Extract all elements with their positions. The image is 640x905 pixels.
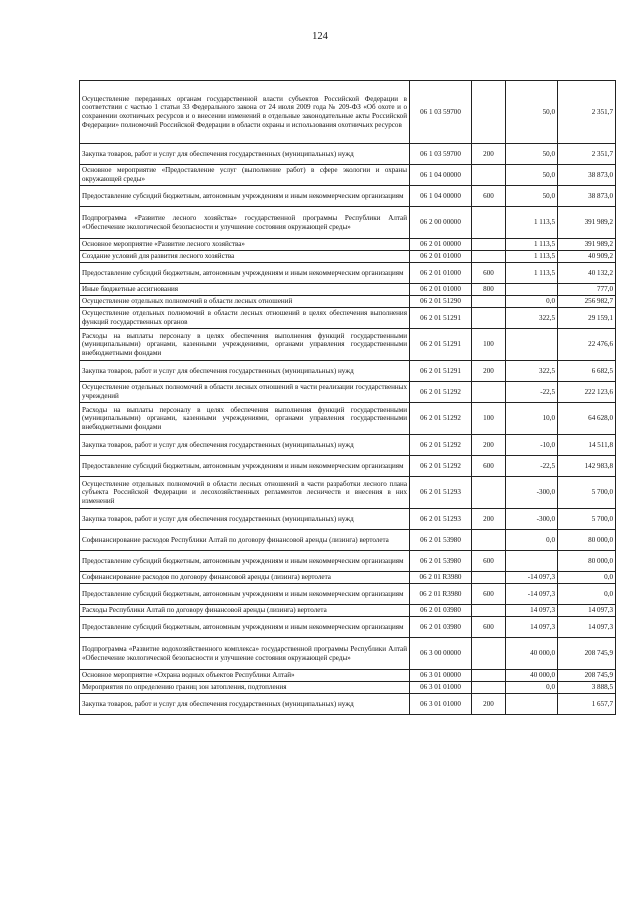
cell-name: Основное мероприятие «Предоставление услуг (выполнение работ) в сфере экологии и охраны окружающей среды» bbox=[80, 165, 410, 186]
table-row bbox=[80, 584, 616, 605]
cell-code: 06 2 01 53980 bbox=[410, 530, 472, 551]
table-row bbox=[80, 403, 616, 435]
cell-code: 06 2 01 51292 bbox=[410, 456, 472, 477]
cell-name: Осуществление переданных органам государственной власти субъектов Российской Федерации в соответствии с частью 1 статьи 33 Федерального закона от 24 июля 2009 года № 209-ФЗ «Об охоте и о сохранении охотничьих ресурсов и о внесении изменений в отдельные законодательные акты Российской Федерации» полномочий Российской Федерации в области охраны и использования охотничьих ресурсов bbox=[80, 81, 410, 144]
cell-v1 bbox=[506, 694, 558, 715]
table-row bbox=[80, 239, 616, 251]
cell-v2: 208 745,9 bbox=[558, 670, 616, 682]
cell-vr: 200 bbox=[472, 509, 506, 530]
cell-v1: 50,0 bbox=[506, 81, 558, 144]
cell-v2: 29 159,1 bbox=[558, 308, 616, 329]
cell-v2: 142 983,8 bbox=[558, 456, 616, 477]
table-row bbox=[80, 605, 616, 617]
cell-v1: 0,0 bbox=[506, 682, 558, 694]
cell-code: 06 2 01 R3980 bbox=[410, 572, 472, 584]
cell-vr: 800 bbox=[472, 284, 506, 296]
cell-v2: 5 700,0 bbox=[558, 477, 616, 509]
cell-vr bbox=[472, 207, 506, 239]
table-row bbox=[80, 509, 616, 530]
cell-v2: 14 097,3 bbox=[558, 617, 616, 638]
cell-vr bbox=[472, 605, 506, 617]
cell-v2: 14 511,8 bbox=[558, 435, 616, 456]
cell-code: 06 3 01 01000 bbox=[410, 682, 472, 694]
cell-code: 06 2 01 01000 bbox=[410, 284, 472, 296]
table-row bbox=[80, 296, 616, 308]
cell-v1: 14 097,3 bbox=[506, 617, 558, 638]
cell-v2: 222 123,6 bbox=[558, 382, 616, 403]
cell-v1: 14 097,3 bbox=[506, 605, 558, 617]
table-row bbox=[80, 186, 616, 207]
cell-vr bbox=[472, 477, 506, 509]
cell-code: 06 2 01 53980 bbox=[410, 551, 472, 572]
cell-code: 06 2 01 51293 bbox=[410, 477, 472, 509]
cell-v1 bbox=[506, 551, 558, 572]
cell-v1: 0,0 bbox=[506, 296, 558, 308]
table-row bbox=[80, 81, 616, 144]
cell-name: Создание условий для развития лесного хозяйства bbox=[80, 251, 410, 263]
cell-vr: 600 bbox=[472, 456, 506, 477]
cell-v1: 50,0 bbox=[506, 144, 558, 165]
cell-name: Предоставление субсидий бюджетным, автономным учреждениям и иным некоммерческим организациям bbox=[80, 617, 410, 638]
cell-vr bbox=[472, 165, 506, 186]
page-number: 124 bbox=[312, 31, 328, 42]
table-row bbox=[80, 551, 616, 572]
cell-code: 06 1 04 00000 bbox=[410, 165, 472, 186]
table-row bbox=[80, 530, 616, 551]
cell-vr bbox=[472, 296, 506, 308]
cell-v1: 10,0 bbox=[506, 403, 558, 435]
cell-name: Мероприятия по определению границ зон затопления, подтопления bbox=[80, 682, 410, 694]
cell-v2: 22 476,6 bbox=[558, 329, 616, 361]
cell-v1: 40 000,0 bbox=[506, 670, 558, 682]
cell-code: 06 2 01 51292 bbox=[410, 382, 472, 403]
cell-vr bbox=[472, 572, 506, 584]
table-row bbox=[80, 670, 616, 682]
cell-name: Осуществление отдельных полномочий в области лесных отношений в части реализации государственных учреждений bbox=[80, 382, 410, 403]
cell-code: 06 1 04 00000 bbox=[410, 186, 472, 207]
cell-name: Осуществление отдельных полномочий в области лесных отношений в целях обеспечения выполнения функций государственных органов bbox=[80, 308, 410, 329]
cell-v1: -300,0 bbox=[506, 477, 558, 509]
cell-v2: 64 628,0 bbox=[558, 403, 616, 435]
cell-v1: -10,0 bbox=[506, 435, 558, 456]
cell-v1: 1 113,5 bbox=[506, 263, 558, 284]
cell-vr: 600 bbox=[472, 584, 506, 605]
cell-code: 06 2 01 51292 bbox=[410, 435, 472, 456]
table-row bbox=[80, 477, 616, 509]
budget-table bbox=[79, 80, 616, 715]
cell-v2: 391 989,2 bbox=[558, 239, 616, 251]
cell-v2: 3 888,5 bbox=[558, 682, 616, 694]
cell-code: 06 2 01 51291 bbox=[410, 308, 472, 329]
cell-v1 bbox=[506, 284, 558, 296]
cell-name: Осуществление отдельных полномочий в области лесных отношений в части разработки лесного плана субъекта Российской Федерации и лесохозяйственных регламентов лесничеств и внесения в них изменений bbox=[80, 477, 410, 509]
table-row bbox=[80, 329, 616, 361]
cell-name: Расходы Республики Алтай по договору финансовой аренды (лизинга) вертолета bbox=[80, 605, 410, 617]
cell-name: Предоставление субсидий бюджетным, автономным учреждениям и иным некоммерческим организациям bbox=[80, 263, 410, 284]
cell-vr: 600 bbox=[472, 551, 506, 572]
cell-vr bbox=[472, 81, 506, 144]
table-row bbox=[80, 382, 616, 403]
cell-v2: 38 873,0 bbox=[558, 186, 616, 207]
cell-v2: 40 132,2 bbox=[558, 263, 616, 284]
cell-vr: 600 bbox=[472, 263, 506, 284]
table-row bbox=[80, 207, 616, 239]
cell-v2: 80 000,0 bbox=[558, 551, 616, 572]
cell-vr bbox=[472, 239, 506, 251]
table-row bbox=[80, 682, 616, 694]
cell-v2: 40 909,2 bbox=[558, 251, 616, 263]
cell-vr: 100 bbox=[472, 403, 506, 435]
cell-code: 06 2 00 00000 bbox=[410, 207, 472, 239]
cell-v2: 38 873,0 bbox=[558, 165, 616, 186]
cell-v2: 391 989,2 bbox=[558, 207, 616, 239]
cell-code: 06 2 01 51292 bbox=[410, 403, 472, 435]
cell-code: 06 3 01 01000 bbox=[410, 694, 472, 715]
cell-name: Закупка товаров, работ и услуг для обеспечения государственных (муниципальных) нужд bbox=[80, 435, 410, 456]
cell-name: Подпрограмма «Развитие лесного хозяйства» государственной программы Республики Алтай «Обеспечение экологической безопасности и улучшение состояния окружающей среды» bbox=[80, 207, 410, 239]
cell-name: Расходы на выплаты персоналу в целях обеспечения выполнения функций государственными (муниципальными) органами, казенными учреждениями, органами управления государственными внебюджетными фондами bbox=[80, 403, 410, 435]
cell-vr: 600 bbox=[472, 617, 506, 638]
cell-vr bbox=[472, 530, 506, 551]
cell-v1: 322,5 bbox=[506, 308, 558, 329]
cell-v1: -14 097,3 bbox=[506, 572, 558, 584]
cell-vr: 100 bbox=[472, 329, 506, 361]
cell-vr bbox=[472, 308, 506, 329]
cell-code: 06 3 00 00000 bbox=[410, 638, 472, 670]
cell-name: Основное мероприятие «Охрана водных объектов Республики Алтай» bbox=[80, 670, 410, 682]
cell-v2: 14 097,3 bbox=[558, 605, 616, 617]
cell-code: 06 2 01 03980 bbox=[410, 605, 472, 617]
cell-code: 06 2 01 51291 bbox=[410, 361, 472, 382]
cell-vr: 600 bbox=[472, 186, 506, 207]
cell-name: Закупка товаров, работ и услуг для обеспечения государственных (муниципальных) нужд bbox=[80, 361, 410, 382]
cell-name: Софинансирование расходов по договору финансовой аренды (лизинга) вертолета bbox=[80, 572, 410, 584]
cell-name: Основное мероприятие «Развитие лесного хозяйства» bbox=[80, 239, 410, 251]
cell-name: Закупка товаров, работ и услуг для обеспечения государственных (муниципальных) нужд bbox=[80, 694, 410, 715]
cell-v1: -14 097,3 bbox=[506, 584, 558, 605]
table-row bbox=[80, 638, 616, 670]
cell-code: 06 1 03 59700 bbox=[410, 144, 472, 165]
cell-v1: 1 113,5 bbox=[506, 207, 558, 239]
cell-v1: -300,0 bbox=[506, 509, 558, 530]
cell-name: Осуществление отдельных полномочий в области лесных отношений bbox=[80, 296, 410, 308]
table-row bbox=[80, 617, 616, 638]
cell-code: 06 2 01 01000 bbox=[410, 251, 472, 263]
cell-name: Предоставление субсидий бюджетным, автономным учреждениям и иным некоммерческим организациям bbox=[80, 551, 410, 572]
table-row bbox=[80, 251, 616, 263]
table-row bbox=[80, 361, 616, 382]
cell-vr: 200 bbox=[472, 361, 506, 382]
cell-name: Подпрограмма «Развитие водохозяйственного комплекса» государственной программы Республики Алтай «Обеспечение экологической безопасности и улучшение состояния окружающей среды» bbox=[80, 638, 410, 670]
cell-name: Иные бюджетные ассигнования bbox=[80, 284, 410, 296]
cell-code: 06 2 01 51291 bbox=[410, 329, 472, 361]
cell-code: 06 2 01 51293 bbox=[410, 509, 472, 530]
table-row bbox=[80, 263, 616, 284]
cell-v2: 2 351,7 bbox=[558, 144, 616, 165]
cell-code: 06 3 01 00000 bbox=[410, 670, 472, 682]
table-row bbox=[80, 572, 616, 584]
table-row bbox=[80, 165, 616, 186]
cell-code: 06 2 01 00000 bbox=[410, 239, 472, 251]
cell-name: Предоставление субсидий бюджетным, автономным учреждениям и иным некоммерческим организациям bbox=[80, 584, 410, 605]
cell-vr bbox=[472, 638, 506, 670]
table-row bbox=[80, 694, 616, 715]
cell-code: 06 2 01 03980 bbox=[410, 617, 472, 638]
cell-v2: 0,0 bbox=[558, 572, 616, 584]
cell-vr: 200 bbox=[472, 435, 506, 456]
cell-v2: 2 351,7 bbox=[558, 81, 616, 144]
cell-v1 bbox=[506, 329, 558, 361]
cell-name: Закупка товаров, работ и услуг для обеспечения государственных (муниципальных) нужд bbox=[80, 509, 410, 530]
cell-v1: 322,5 bbox=[506, 361, 558, 382]
table-row bbox=[80, 308, 616, 329]
cell-v2: 1 657,7 bbox=[558, 694, 616, 715]
cell-name: Предоставление субсидий бюджетным, автономным учреждениям и иным некоммерческим организациям bbox=[80, 186, 410, 207]
cell-code: 06 1 03 59700 bbox=[410, 81, 472, 144]
cell-vr: 200 bbox=[472, 144, 506, 165]
cell-v1: 50,0 bbox=[506, 186, 558, 207]
cell-vr bbox=[472, 382, 506, 403]
cell-v2: 0,0 bbox=[558, 584, 616, 605]
cell-v1: 50,0 bbox=[506, 165, 558, 186]
cell-v1: 1 113,5 bbox=[506, 239, 558, 251]
cell-v1: 40 000,0 bbox=[506, 638, 558, 670]
cell-name: Предоставление субсидий бюджетным, автономным учреждениям и иным некоммерческим организациям bbox=[80, 456, 410, 477]
table-row bbox=[80, 456, 616, 477]
cell-vr bbox=[472, 251, 506, 263]
cell-v1: 1 113,5 bbox=[506, 251, 558, 263]
cell-code: 06 2 01 51290 bbox=[410, 296, 472, 308]
cell-vr bbox=[472, 682, 506, 694]
cell-v2: 777,0 bbox=[558, 284, 616, 296]
cell-v2: 80 000,0 bbox=[558, 530, 616, 551]
cell-name: Закупка товаров, работ и услуг для обеспечения государственных (муниципальных) нужд bbox=[80, 144, 410, 165]
cell-v2: 6 682,5 bbox=[558, 361, 616, 382]
cell-vr: 200 bbox=[472, 694, 506, 715]
table-row bbox=[80, 435, 616, 456]
cell-name: Расходы на выплаты персоналу в целях обеспечения выполнения функций государственными (муниципальными) органами, казенными учреждениями, органами управления государственными внебюджетными фондами bbox=[80, 329, 410, 361]
cell-v2: 208 745,9 bbox=[558, 638, 616, 670]
cell-code: 06 2 01 R3980 bbox=[410, 584, 472, 605]
cell-vr bbox=[472, 670, 506, 682]
budget-table-body bbox=[80, 81, 616, 715]
cell-v1: -22,5 bbox=[506, 382, 558, 403]
cell-code: 06 2 01 01000 bbox=[410, 263, 472, 284]
cell-v1: 0,0 bbox=[506, 530, 558, 551]
table-row bbox=[80, 284, 616, 296]
cell-name: Софинансирование расходов Республики Алтай по договору финансовой аренды (лизинга) вертолета bbox=[80, 530, 410, 551]
cell-v2: 5 700,0 bbox=[558, 509, 616, 530]
cell-v1: -22,5 bbox=[506, 456, 558, 477]
table-row bbox=[80, 144, 616, 165]
cell-v2: 256 982,7 bbox=[558, 296, 616, 308]
